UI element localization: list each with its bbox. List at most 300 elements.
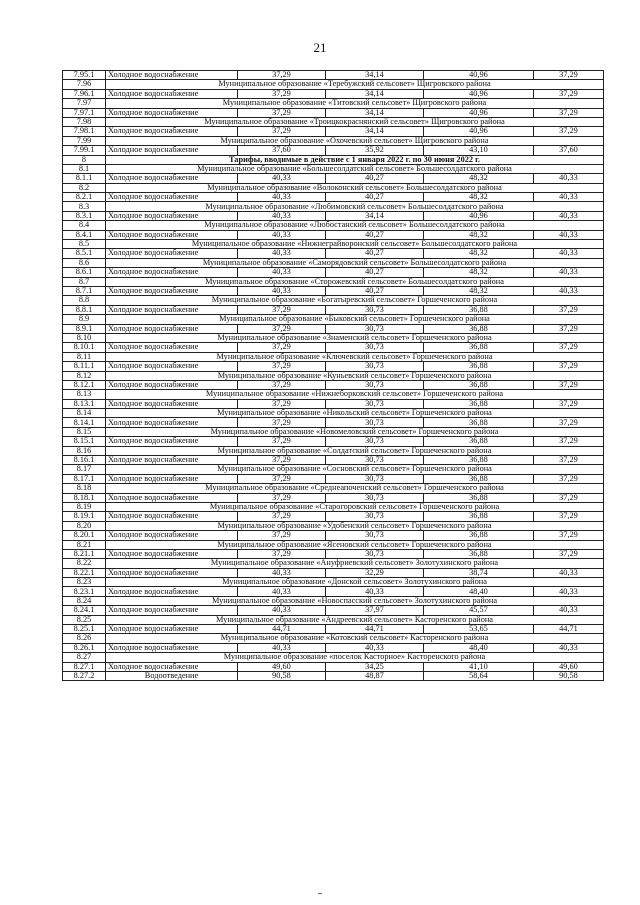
row-number: 8.2 <box>63 183 106 192</box>
row-number: 8.16 <box>63 446 106 455</box>
tariff-value: 40,33 <box>534 193 604 202</box>
footer-mark <box>318 893 322 894</box>
tariff-value: 37,29 <box>534 362 604 371</box>
tariff-value: 90,58 <box>534 672 604 681</box>
row-number: 8.5.1 <box>63 249 106 258</box>
section-title-row <box>63 99 604 108</box>
section-title-row <box>63 117 604 126</box>
row-number: 8.12.1 <box>63 380 106 389</box>
table-row <box>63 606 604 615</box>
tariff-value: 37,29 <box>534 549 604 558</box>
section-title-row <box>63 80 604 89</box>
tariff-value: 40,33 <box>238 286 326 295</box>
section-title-row <box>63 333 604 342</box>
service-name: Холодное водоснабжение <box>106 456 238 465</box>
tariff-value: 40,33 <box>238 568 326 577</box>
tariff-value: 37,29 <box>238 437 326 446</box>
tariff-value: 37,29 <box>238 456 326 465</box>
table-row <box>63 512 604 521</box>
table-row <box>63 418 604 427</box>
tariff-value: 58,64 <box>424 672 534 681</box>
municipality-title: Муниципальное образование «Любимовский сельсовет» Большесолдатского района <box>106 202 604 211</box>
service-name: Холодное водоснабжение <box>106 399 238 408</box>
municipality-title: Муниципальное образование «Волоконский сельсовет» Большесолдатского района <box>106 183 604 192</box>
row-number: 7.97.1 <box>63 108 106 117</box>
row-number: 8.9.1 <box>63 324 106 333</box>
row-number: 8.18.1 <box>63 493 106 502</box>
row-number: 8.25.1 <box>63 625 106 634</box>
tariff-value: 40,33 <box>238 268 326 277</box>
tariff-value: 48,32 <box>424 268 534 277</box>
tariff-value: 37,29 <box>534 399 604 408</box>
table-row <box>63 211 604 220</box>
section-title-row <box>63 653 604 662</box>
section-title-row <box>63 371 604 380</box>
tariff-value: 40,33 <box>326 587 424 596</box>
municipality-title: Муниципальное образование «Быковский сельсовет» Горшеченского района <box>106 315 604 324</box>
row-number: 8.3.1 <box>63 211 106 220</box>
tariff-value: 40,33 <box>238 249 326 258</box>
municipality-title: Муниципальное образование «Сосновский сельсовет» Горшеченского района <box>106 465 604 474</box>
tariff-value: 37,29 <box>238 108 326 117</box>
service-name: Холодное водоснабжение <box>106 437 238 446</box>
section-title-row <box>63 484 604 493</box>
tariff-value: 48,40 <box>424 587 534 596</box>
tariff-table <box>62 70 604 681</box>
table-row <box>63 549 604 558</box>
row-number: 8.20 <box>63 521 106 530</box>
tariff-value: 48,87 <box>326 672 424 681</box>
table-row <box>63 324 604 333</box>
tariff-value: 40,33 <box>534 230 604 239</box>
row-number: 7.97 <box>63 99 106 108</box>
tariff-value: 43,10 <box>424 146 534 155</box>
section-title-row <box>63 221 604 230</box>
tariff-value: 37,29 <box>534 343 604 352</box>
tariff-value: 37,29 <box>534 531 604 540</box>
service-name: Холодное водоснабжение <box>106 127 238 136</box>
tariff-value: 37,29 <box>534 89 604 98</box>
table-row <box>63 493 604 502</box>
tariff-value: 34,14 <box>326 211 424 220</box>
service-name: Холодное водоснабжение <box>106 606 238 615</box>
tariff-value: 37,29 <box>534 512 604 521</box>
section-title-row <box>63 409 604 418</box>
tariff-value: 37,29 <box>534 71 604 80</box>
row-number: 8.19 <box>63 502 106 511</box>
tariff-value: 30,73 <box>326 437 424 446</box>
row-number: 8.14.1 <box>63 418 106 427</box>
municipality-title: Муниципальное образование «поселок Касторное» Касторенского района <box>106 653 604 662</box>
tariff-value: 32,29 <box>326 568 424 577</box>
tariff-value: 30,73 <box>326 474 424 483</box>
municipality-title: Муниципальное образование «Ясеновский сельсовет» Горшеченского района <box>106 540 604 549</box>
tariff-value: 30,73 <box>326 531 424 540</box>
row-number: 8.17.1 <box>63 474 106 483</box>
row-number: 8.4.1 <box>63 230 106 239</box>
tariff-value: 37,97 <box>326 606 424 615</box>
tariff-value: 40,96 <box>424 127 534 136</box>
section-title-row <box>63 164 604 173</box>
tariff-value: 30,73 <box>326 343 424 352</box>
tariff-value: 36,88 <box>424 474 534 483</box>
service-name: Холодное водоснабжение <box>106 343 238 352</box>
section-title-row <box>63 277 604 286</box>
row-number: 8 <box>63 155 106 164</box>
service-name: Холодное водоснабжение <box>106 587 238 596</box>
tariff-value: 40,33 <box>326 643 424 652</box>
row-number: 8.20.1 <box>63 531 106 540</box>
row-number: 8.12 <box>63 371 106 380</box>
section-title-row <box>63 578 604 587</box>
municipality-title: Муниципальное образование «Нижнеграйворонский сельсовет» Большесолдатского района <box>106 240 604 249</box>
tariff-value: 36,88 <box>424 380 534 389</box>
tariff-value: 37,29 <box>534 380 604 389</box>
row-number: 8.23 <box>63 578 106 587</box>
row-number: 8.10 <box>63 333 106 342</box>
service-name: Холодное водоснабжение <box>106 549 238 558</box>
tariff-value: 36,88 <box>424 343 534 352</box>
tariff-value: 36,88 <box>424 324 534 333</box>
tariff-value: 30,73 <box>326 380 424 389</box>
tariff-value: 37,29 <box>238 531 326 540</box>
tariff-value: 48,32 <box>424 174 534 183</box>
section-title-row <box>63 315 604 324</box>
tariff-value: 37,29 <box>534 324 604 333</box>
tariff-value: 36,88 <box>424 549 534 558</box>
municipality-title: Муниципальное образование «Котовский сельсовет» Касторенского района <box>106 634 604 643</box>
row-number: 8.11.1 <box>63 362 106 371</box>
tariff-value: 48,32 <box>424 286 534 295</box>
tariff-value: 37,29 <box>238 324 326 333</box>
row-number: 8.8 <box>63 296 106 305</box>
service-name: Холодное водоснабжение <box>106 305 238 314</box>
row-number: 8.5 <box>63 240 106 249</box>
row-number: 8.21 <box>63 540 106 549</box>
section-title-row <box>63 183 604 192</box>
tariff-value: 37,29 <box>534 456 604 465</box>
tariff-value: 40,33 <box>534 211 604 220</box>
service-name: Холодное водоснабжение <box>106 362 238 371</box>
service-name: Холодное водоснабжение <box>106 643 238 652</box>
municipality-title: Муниципальное образование «Удобенский сельсовет» Горшеченского района <box>106 521 604 530</box>
tariff-value: 40,96 <box>424 89 534 98</box>
section-title-row <box>63 559 604 568</box>
tariff-value: 40,27 <box>326 249 424 258</box>
municipality-title: Муниципальное образование «Любостанский сельсовет» Большесолдатского района <box>106 221 604 230</box>
service-name: Холодное водоснабжение <box>106 268 238 277</box>
tariff-value: 34,14 <box>326 71 424 80</box>
row-number: 8.2.1 <box>63 193 106 202</box>
table-row <box>63 249 604 258</box>
tariff-value: 38,74 <box>424 568 534 577</box>
table-row <box>63 71 604 80</box>
row-number: 7.96.1 <box>63 89 106 98</box>
section-title-row <box>63 540 604 549</box>
tariff-value: 44,71 <box>326 625 424 634</box>
tariff-value: 36,88 <box>424 362 534 371</box>
row-number: 7.95.1 <box>63 71 106 80</box>
municipality-title: Муниципальное образование «Донской сельсовет» Золотухинского района <box>106 578 604 587</box>
service-name: Холодное водоснабжение <box>106 568 238 577</box>
tariff-value: 36,88 <box>424 305 534 314</box>
tariff-value: 37,29 <box>534 474 604 483</box>
row-number: 8.22.1 <box>63 568 106 577</box>
section-title-row <box>63 296 604 305</box>
tariff-value: 40,27 <box>326 230 424 239</box>
row-number: 8.19.1 <box>63 512 106 521</box>
tariff-value: 36,88 <box>424 456 534 465</box>
municipality-title: Муниципальное образование «Куньевский сельсовет» Горшеченского района <box>106 371 604 380</box>
table-row <box>63 643 604 652</box>
service-name: Холодное водоснабжение <box>106 230 238 239</box>
tariff-value: 37,29 <box>238 399 326 408</box>
tariff-value: 90,58 <box>238 672 326 681</box>
tariff-value: 34,14 <box>326 108 424 117</box>
service-name: Холодное водоснабжение <box>106 662 238 671</box>
service-name: Холодное водоснабжение <box>106 146 238 155</box>
tariff-value: 40,33 <box>534 568 604 577</box>
tariff-value: 48,32 <box>424 193 534 202</box>
table-row <box>63 174 604 183</box>
tariff-value: 34,14 <box>326 127 424 136</box>
row-number: 8.26 <box>63 634 106 643</box>
row-number: 8.27.2 <box>63 672 106 681</box>
row-number: 8.15.1 <box>63 437 106 446</box>
row-number: 8.26.1 <box>63 643 106 652</box>
row-number: 8.21.1 <box>63 549 106 558</box>
tariff-value: 30,73 <box>326 512 424 521</box>
tariff-value: 37,60 <box>534 146 604 155</box>
section-title-row <box>63 427 604 436</box>
municipality-title: Муниципальное образование «Никольский сельсовет» Горшеченского района <box>106 409 604 418</box>
table-row <box>63 286 604 295</box>
row-number: 8.13 <box>63 390 106 399</box>
section-title-row <box>63 596 604 605</box>
service-name: Холодное водоснабжение <box>106 71 238 80</box>
table-row <box>63 268 604 277</box>
row-number: 8.8.1 <box>63 305 106 314</box>
row-number: 8.15 <box>63 427 106 436</box>
municipality-title: Муниципальное образование «Сторожевский сельсовет» Большесолдатского района <box>106 277 604 286</box>
row-number: 8.1.1 <box>63 174 106 183</box>
service-name: Холодное водоснабжение <box>106 625 238 634</box>
table-row <box>63 230 604 239</box>
section-title-row <box>63 240 604 249</box>
row-number: 8.24 <box>63 596 106 605</box>
section-title-row <box>63 446 604 455</box>
tariff-value: 36,88 <box>424 418 534 427</box>
tariff-value: 30,73 <box>326 493 424 502</box>
municipality-title: Муниципальное образование «Троицкокраснянский сельсовет» Щигровского района <box>106 117 604 126</box>
tariff-value: 40,33 <box>534 587 604 596</box>
tariff-value: 40,33 <box>238 643 326 652</box>
section-title-row <box>63 465 604 474</box>
municipality-title: Муниципальное образование «Солдатский сельсовет» Горшеченского района <box>106 446 604 455</box>
tariff-value: 30,73 <box>326 418 424 427</box>
service-name: Холодное водоснабжение <box>106 89 238 98</box>
section-title-row <box>63 258 604 267</box>
tariff-value: 40,96 <box>424 211 534 220</box>
section-title-row <box>63 352 604 361</box>
tariff-value: 44,71 <box>238 625 326 634</box>
service-name: Холодное водоснабжение <box>106 512 238 521</box>
row-number: 8.4 <box>63 221 106 230</box>
tariff-value: 44,71 <box>534 625 604 634</box>
tariff-value: 40,33 <box>534 174 604 183</box>
service-name: Холодное водоснабжение <box>106 531 238 540</box>
section-title-row <box>63 615 604 624</box>
page-number: 21 <box>313 40 327 55</box>
tariff-value: 48,32 <box>424 230 534 239</box>
tariff-value: 40,33 <box>238 587 326 596</box>
tariff-value: 35,92 <box>326 146 424 155</box>
tariff-value: 45,57 <box>424 606 534 615</box>
tariff-value: 30,73 <box>326 305 424 314</box>
row-number: 7.98.1 <box>63 127 106 136</box>
row-number: 8.23.1 <box>63 587 106 596</box>
table-row <box>63 146 604 155</box>
row-number: 8.22 <box>63 559 106 568</box>
tariff-value: 53,65 <box>424 625 534 634</box>
service-name: Холодное водоснабжение <box>106 380 238 389</box>
tariff-value: 30,73 <box>326 549 424 558</box>
municipality-title: Муниципальное образование «Богатыревский сельсовет» Горшеченского района <box>106 296 604 305</box>
table-row <box>63 625 604 634</box>
tariff-value: 36,88 <box>424 531 534 540</box>
municipality-title: Муниципальное образование «Теребужский сельсовет» Щигровского района <box>106 80 604 89</box>
tariff-value: 49,60 <box>238 662 326 671</box>
tariff-value: 40,96 <box>424 108 534 117</box>
tariff-value: 36,88 <box>424 512 534 521</box>
tariff-value: 49,60 <box>534 662 604 671</box>
row-number: 8.6.1 <box>63 268 106 277</box>
tariff-value: 40,27 <box>326 268 424 277</box>
tariff-value: 40,33 <box>534 249 604 258</box>
row-number: 7.98 <box>63 117 106 126</box>
row-number: 8.27 <box>63 653 106 662</box>
tariff-value: 34,14 <box>326 89 424 98</box>
municipality-title: Муниципальное образование «Новомеловский сельсовет» Горшеченского района <box>106 427 604 436</box>
row-number: 8.11 <box>63 352 106 361</box>
row-number: 8.7 <box>63 277 106 286</box>
tariff-value: 37,29 <box>534 108 604 117</box>
tariff-value: 37,29 <box>238 380 326 389</box>
row-number: 7.99.1 <box>63 146 106 155</box>
tariff-value: 40,33 <box>238 606 326 615</box>
tariff-value: 40,27 <box>326 193 424 202</box>
section-title-row <box>63 521 604 530</box>
municipality-title: Муниципальное образование «Ануфриевский сельсовет» Золотухинского района <box>106 559 604 568</box>
row-number: 8.16.1 <box>63 456 106 465</box>
table-row <box>63 108 604 117</box>
row-number: 8.25 <box>63 615 106 624</box>
table-row <box>63 89 604 98</box>
tariff-value: 40,27 <box>326 286 424 295</box>
section-title-row <box>63 155 604 164</box>
tariff-value: 48,32 <box>424 249 534 258</box>
tariff-table-body <box>63 71 604 681</box>
tariff-value: 36,88 <box>424 437 534 446</box>
row-number: 8.27.1 <box>63 662 106 671</box>
tariff-value: 40,33 <box>238 174 326 183</box>
tariff-value: 41,10 <box>424 662 534 671</box>
row-number: 8.14 <box>63 409 106 418</box>
municipality-title: Муниципальное образование «Андреевский сельсовет» Касторенского района <box>106 615 604 624</box>
table-row <box>63 380 604 389</box>
row-number: 7.99 <box>63 136 106 145</box>
row-number: 8.13.1 <box>63 399 106 408</box>
row-number: 8.24.1 <box>63 606 106 615</box>
tariff-value: 34,25 <box>326 662 424 671</box>
service-name: Холодное водоснабжение <box>106 211 238 220</box>
section-title-row <box>63 390 604 399</box>
service-name: Холодное водоснабжение <box>106 249 238 258</box>
table-row <box>63 343 604 352</box>
tariff-value: 37,29 <box>534 418 604 427</box>
table-row <box>63 587 604 596</box>
service-name: Холодное водоснабжение <box>106 108 238 117</box>
row-number: 8.3 <box>63 202 106 211</box>
municipality-title: Муниципальное образование «Ключевский сельсовет» Горшеченского района <box>106 352 604 361</box>
tariff-value: 37,29 <box>238 71 326 80</box>
table-row <box>63 531 604 540</box>
tariff-value: 37,29 <box>534 305 604 314</box>
section-title-row <box>63 202 604 211</box>
tariff-value: 37,29 <box>238 493 326 502</box>
service-name: Водоотведение <box>106 672 238 681</box>
tariff-value: 40,33 <box>238 211 326 220</box>
tariff-value: 40,33 <box>534 643 604 652</box>
tariff-value: 37,29 <box>238 305 326 314</box>
municipality-title: Муниципальное образование «Титовский сельсовет» Щигровского района <box>106 99 604 108</box>
section-title-row <box>63 136 604 145</box>
tariff-value: 30,73 <box>326 399 424 408</box>
municipality-title: Муниципальное образование «Охочевский сельсовет» Щигровского района <box>106 136 604 145</box>
tariff-value: 30,73 <box>326 362 424 371</box>
row-number: 8.9 <box>63 315 106 324</box>
table-row <box>63 568 604 577</box>
municipality-title: Муниципальное образование «Знаменский сельсовет» Горшеченского района <box>106 333 604 342</box>
table-row <box>63 662 604 671</box>
tariff-value: 48,40 <box>424 643 534 652</box>
section-title-row <box>63 634 604 643</box>
service-name: Холодное водоснабжение <box>106 193 238 202</box>
tariff-value: 40,96 <box>424 71 534 80</box>
tariff-value: 37,60 <box>238 146 326 155</box>
tariff-value: 37,29 <box>238 343 326 352</box>
table-row <box>63 456 604 465</box>
tariff-value: 36,88 <box>424 399 534 408</box>
service-name: Холодное водоснабжение <box>106 174 238 183</box>
tariff-value: 37,29 <box>238 512 326 521</box>
municipality-title: Муниципальное образование «Новоспасский сельсовет» Золотухинского района <box>106 596 604 605</box>
tariff-value: 40,33 <box>238 193 326 202</box>
table-row <box>63 437 604 446</box>
service-name: Холодное водоснабжение <box>106 286 238 295</box>
row-number: 8.1 <box>63 164 106 173</box>
tariff-value: 37,29 <box>238 549 326 558</box>
row-number: 8.18 <box>63 484 106 493</box>
table-row <box>63 193 604 202</box>
tariff-value: 36,88 <box>424 493 534 502</box>
tariff-value: 37,29 <box>238 127 326 136</box>
tariff-value: 37,29 <box>238 418 326 427</box>
municipality-title: Муниципальное образование «Старогоровский сельсовет» Горшеченского района <box>106 502 604 511</box>
tariff-value: 40,33 <box>238 230 326 239</box>
table-row <box>63 672 604 681</box>
municipality-title: Муниципальное образование «Нижнеборковский сельсовет» Горшеченского района <box>106 390 604 399</box>
